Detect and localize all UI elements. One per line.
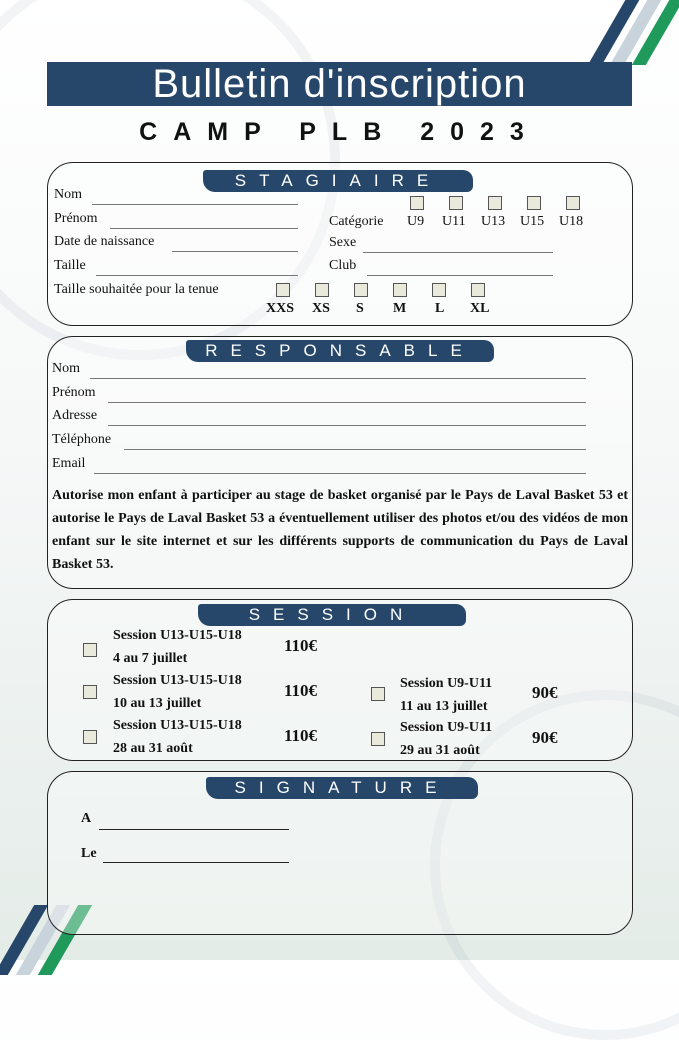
signature-banner: SIGNATURE (206, 777, 478, 799)
stagiaire-club-field[interactable] (367, 275, 553, 276)
categorie-checkbox[interactable] (527, 196, 541, 210)
session-price: 110€ (284, 726, 318, 745)
responsable-email-field[interactable] (94, 473, 586, 474)
categorie-checkbox[interactable] (449, 196, 463, 210)
responsable-adresse-field[interactable] (108, 425, 586, 426)
categorie-checkbox[interactable] (488, 196, 502, 210)
session-dates: 4 au 7 juillet (113, 651, 188, 666)
stagiaire-taille-field[interactable] (96, 275, 298, 276)
tenue-size-label: L (435, 301, 445, 316)
stagiaire-sexe-label: Sexe (329, 235, 357, 250)
session-name: Session U9-U11 (400, 676, 493, 691)
session-banner: SESSION (198, 604, 466, 626)
stagiaire-naissance-field[interactable] (172, 251, 298, 252)
categorie-option-label: U13 (481, 214, 506, 229)
tenue-size-label: M (393, 301, 407, 316)
session-name: Session U9-U11 (400, 720, 493, 735)
stagiaire-prenom-field[interactable] (110, 228, 298, 229)
session-price: 90€ (532, 728, 558, 747)
session-checkbox[interactable] (371, 687, 385, 701)
stagiaire-taille-label: Taille (54, 258, 86, 273)
stagiaire-naissance-label: Date de naissance (54, 234, 155, 249)
session-price: 110€ (284, 681, 318, 700)
session-dates: 28 au 31 août (113, 741, 193, 756)
tenue-size-label: XL (470, 301, 490, 316)
page-title: Bulletin d'inscription (152, 62, 527, 106)
tenue-size-label: XXS (266, 301, 295, 316)
tenue-checkbox[interactable] (432, 283, 446, 297)
signature-a-field[interactable] (99, 829, 289, 830)
session-checkbox[interactable] (83, 730, 97, 744)
session-checkbox[interactable] (83, 685, 97, 699)
responsable-prenom-label: Prénom (52, 385, 96, 400)
categorie-option-label: U18 (559, 214, 584, 229)
tenue-size-label: XS (312, 301, 330, 316)
tenue-checkbox[interactable] (315, 283, 329, 297)
signature-le-label: Le (81, 846, 97, 861)
stagiaire-sexe-field[interactable] (363, 252, 553, 253)
autorisation-text: Autorise mon enfant à participer au stage de basket organisé par le Pays de Laval Basket 53 et autorise le Pays de Laval Basket 53 a éventuellement utiliser des photos et/ou des vidéos de mon enfant sur le site internet et sur les différents supports de communication du Pays de Laval Basket 53. (52, 488, 628, 572)
responsable-prenom-field[interactable] (108, 402, 586, 403)
session-dates: 10 au 13 juillet (113, 696, 202, 711)
tenue-label: Taille souhaitée pour la tenue (54, 282, 219, 297)
responsable-telephone-field[interactable] (124, 449, 586, 450)
tenue-size-label: S (356, 301, 364, 316)
session-checkbox[interactable] (371, 732, 385, 746)
categorie-option-label: U9 (407, 214, 425, 229)
responsable-telephone-label: Téléphone (52, 432, 112, 447)
session-price: 110€ (284, 636, 318, 655)
session-checkbox[interactable] (83, 643, 97, 657)
categorie-option-label: U11 (442, 214, 466, 229)
session-name: Session U13-U15-U18 (113, 718, 242, 733)
categorie-checkbox[interactable] (566, 196, 580, 210)
session-price: 90€ (532, 683, 558, 702)
stagiaire-banner: STAGIAIRE (203, 170, 473, 192)
tenue-checkbox[interactable] (276, 283, 290, 297)
responsable-nom-label: Nom (52, 361, 80, 376)
page-subtitle: CAMP PLB 2023 (139, 118, 540, 146)
session-name: Session U13-U15-U18 (113, 673, 242, 688)
tenue-checkbox[interactable] (354, 283, 368, 297)
signature-le-field[interactable] (103, 862, 289, 863)
session-name: Session U13-U15-U18 (113, 628, 242, 643)
corner-stripes-top (594, 0, 679, 60)
responsable-banner: RESPONSABLE (186, 340, 494, 362)
categorie-option-label: U15 (520, 214, 545, 229)
stagiaire-prenom-label: Prénom (54, 211, 98, 226)
responsable-adresse-label: Adresse (52, 408, 98, 423)
tenue-checkbox[interactable] (471, 283, 485, 297)
tenue-checkbox[interactable] (393, 283, 407, 297)
signature-a-label: A (81, 811, 92, 826)
session-dates: 29 au 31 août (400, 743, 480, 758)
stagiaire-categorie-label: Catégorie (329, 214, 384, 229)
stagiaire-nom-field[interactable] (92, 204, 298, 205)
responsable-email-label: Email (52, 456, 86, 471)
responsable-nom-field[interactable] (90, 378, 586, 379)
categorie-checkbox[interactable] (410, 196, 424, 210)
session-dates: 11 au 13 juillet (400, 699, 488, 714)
stagiaire-nom-label: Nom (54, 187, 82, 202)
stagiaire-club-label: Club (329, 258, 357, 273)
